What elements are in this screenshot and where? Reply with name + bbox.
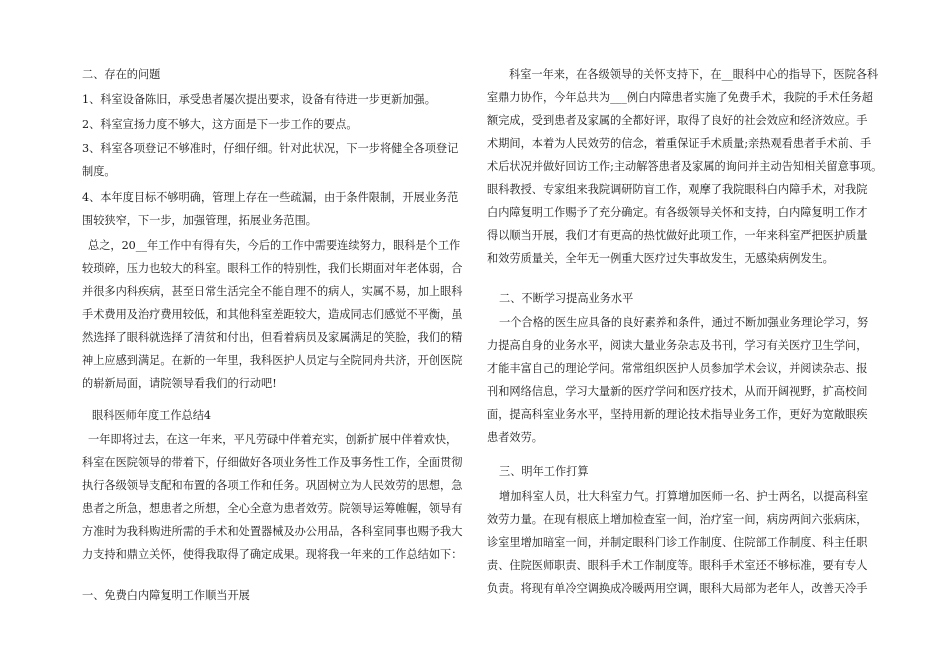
- heading-problems: 二、存在的问题: [82, 68, 161, 81]
- text-line: 然选择了眼科就选择了清贫和付出，但看着病员及家属满足的笑脸，我们的精: [82, 331, 463, 344]
- text-line: 执行各级领导支配和布置的各项工作和任务。巩固树立为人民效劳的思想，急: [82, 479, 463, 492]
- text-line: 力提高自身的业务水平，阅读大量业务杂志及书刊，学习有关医疗卫生学问，: [487, 339, 868, 352]
- problem-item-4: [82, 186, 458, 232]
- heading-plan: 三、明年工作打算: [499, 465, 589, 478]
- text-line: 科室在医院领导的带着下，仔细做好各项业务性工作及事务性工作，全面贯彻: [82, 456, 463, 469]
- text-line: 总之，20__年工作中有得有失，今后的工作中需要连续努力，眼科是个工作: [88, 239, 461, 252]
- text-line: 得以顺当开展，我们才有更高的热忱做好此项工作，一年来科室严把医护质量: [487, 229, 868, 242]
- text-line: 围较狭窄，下一步，加强管理，拓展业务范围。: [82, 214, 317, 227]
- text-line: 力支持和鼎立关怀，使得我取得了确定成果。现将我一年来的工作总结如下：: [82, 548, 463, 561]
- plan-paragraph: [487, 485, 869, 600]
- text-line: 负责。将现有单冷空调换成冷暖两用空调，眼科大局部为老年人，改善天冷手: [487, 582, 868, 595]
- text-line: 科室一年来，在各级领导的关怀支持下，在__眼科中心的指导下，医院各科: [509, 68, 879, 81]
- text-line: 患者效劳。: [487, 431, 543, 444]
- text-line: 并很多内科疾病，甚至日常生活完全不能自理不的病人，实属不易，加上眼科: [82, 285, 463, 298]
- text-line: 诊室里增加暗室一间，并制定眼科门诊工作制度、住院部工作制度、科主任职: [487, 536, 868, 549]
- heading-study: 二、不断学习提高业务水平: [499, 292, 634, 305]
- text-line: 室鼎力协作，今年总共为___例白内障患者实施了免费手术，我院的手术任务超: [487, 91, 873, 104]
- text-line: 眼科教授、专家组来我院调研防盲工作，观摩了我院眼科白内障手术，对我院: [487, 183, 868, 196]
- text-line: 4、本年度目标不够明确，管理上存在一些疏漏，由于条件限制，开展业务范: [82, 191, 459, 204]
- text-line: 的崭新局面，请院领导看我们的行动吧!: [82, 377, 277, 390]
- text-line: 面，提高科室业务水平，坚持用新的理论技术指导业务工作，更好为宽敞眼疾: [487, 408, 868, 421]
- text-line: 增加科室人员，壮大科室力气。打算增加医师一名、护士两名，以提高科室: [499, 490, 869, 503]
- text-line: 一年即将过去，在这一年来，平凡劳碌中伴着充实，创新扩展中伴着欢快，: [88, 433, 458, 446]
- study-paragraph: [487, 311, 869, 449]
- text-line: 较琐碎，压力也较大的科室。眼科工作的特别性，我们长期面对年老体弱，合: [82, 262, 463, 275]
- problem-item-2: 2、科室宣扬力度不够大，这方面是下一步工作的要点。: [82, 118, 358, 131]
- text-line: 患者之所急，想患者之所想，全心全意为患者效劳。院领导运筹帷幄，领导有: [82, 502, 463, 515]
- text-line: 效劳力量。在现有根底上增加检查室一间，治疗室一间，病房两间六张病床，: [487, 513, 868, 526]
- text-line: 和效劳质量关，全年无一例重大医疗过失事故发生，无感染病例发生。: [487, 252, 834, 265]
- text-line: 责、住院医师职责、眼科手术工作制度等。眼科手术室还不够标准，要有专人: [487, 559, 868, 572]
- text-line: 才能丰富自己的理论学问。常常组织医护人员参加学术会议，并阅读杂志、报: [487, 362, 868, 375]
- text-line: 神上应感到满足。在新的一年里，我科医护人员定与全院同舟共济，开创医院: [82, 354, 463, 367]
- text-line: 方准时为我科购进所需的手术和处置器械及办公用品，各科室同事也赐予我大: [82, 525, 463, 538]
- summary-paragraph: [82, 234, 463, 395]
- heading-cataract: 一、免费白内障复明工作顺当开展: [82, 589, 250, 602]
- problem-item-3: [82, 137, 458, 183]
- text-line: 制度。: [82, 165, 116, 178]
- text-line: 3、科室各项登记不够准时，仔细仔细。针对此状况，下一步将健全各项登记: [82, 142, 459, 155]
- text-line: 白内障复明工作赐予了充分确定。有各级领导关怀和支持，白内障复明工作才: [487, 206, 868, 219]
- text-line: 术期间，本着为人民效劳的信念，着重保证手术质量;亲热观看患者手术前、手: [487, 137, 872, 150]
- text-line: 刊和网络信息，学习大量新的医疗学问和医疗技术，从而开阔视野，扩高校间: [487, 385, 868, 398]
- text-line: 一个合格的医生应具备的良好素养和条件，通过不断加强业务理论学习，努: [499, 316, 869, 329]
- section-title-4: 眼科医师年度工作总结4: [92, 409, 211, 422]
- cataract-paragraph: [487, 63, 883, 270]
- intro-paragraph: [82, 428, 463, 566]
- text-line: 术后状况并做好回访工作;主动解答患者及家属的询问并主动告知相关留意事项。: [487, 160, 883, 173]
- problem-item-1: 1、科室设备陈旧，承受患者屡次提出要求，设备有待进一步更新加强。: [82, 93, 436, 106]
- text-line: 手术费用及治疗费用较低，和其他科室差距较大，造成同志们感觉不平衡，虽: [82, 308, 463, 321]
- text-line: 额完成，受到患者及家属的全都好评，取得了良好的社会效应和经济效应。手: [487, 114, 868, 127]
